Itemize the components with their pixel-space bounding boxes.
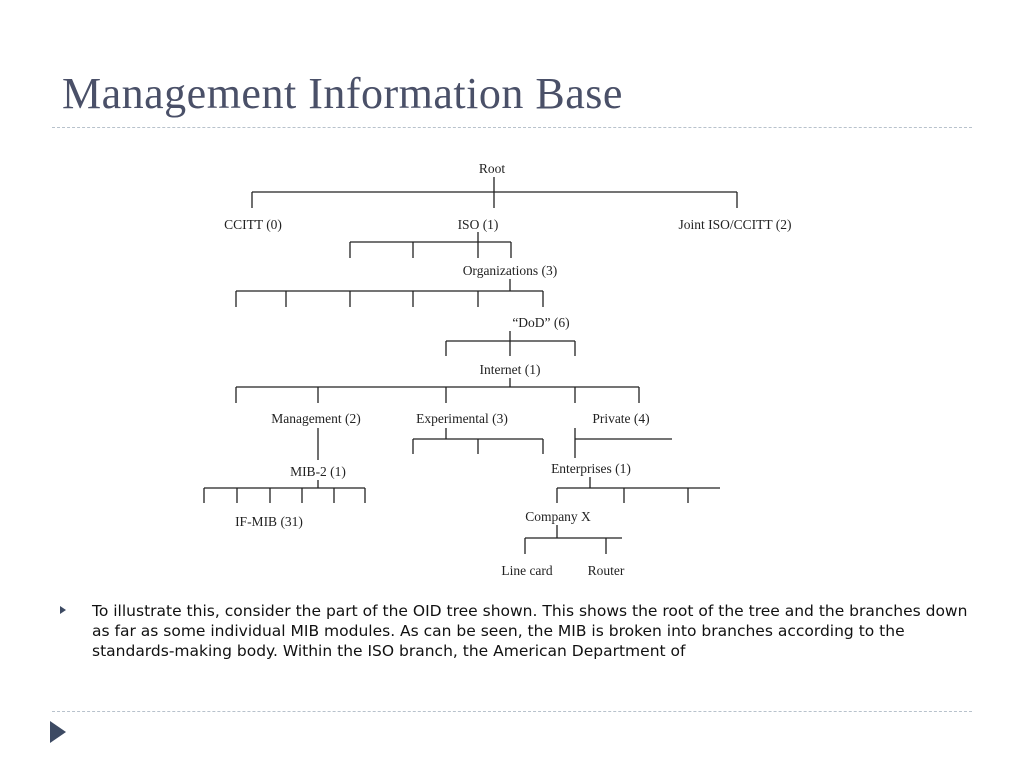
node-enterprises: Enterprises (1) [551, 461, 631, 476]
connector-private [575, 428, 672, 458]
node-joint: Joint ISO/CCITT (2) [678, 217, 792, 232]
node-iso: ISO (1) [457, 217, 499, 232]
bullet-paragraph: To illustrate this, consider the part of the OID tree shown. This shows the root of the tree and the branches down as far as some individual MIB modules. As can be seen, the MIB is broken into branches according to the standards-making body. Within the ISO branch, the American Department of [92, 602, 968, 660]
node-companyx: Company X [525, 509, 591, 524]
node-organizations: Organizations (3) [462, 263, 558, 278]
connector-internet [236, 378, 639, 403]
node-ifmib: IF-MIB (31) [235, 514, 303, 529]
node-root: Root [478, 161, 506, 176]
node-internet: Internet (1) [479, 362, 541, 377]
slide-title: Management Information Base [62, 69, 623, 118]
node-ccitt: CCITT (0) [224, 217, 282, 232]
connector-dod [446, 331, 575, 356]
node-router: Router [587, 563, 625, 578]
connector-mib2 [204, 480, 365, 503]
connector-enterprises [557, 477, 720, 503]
node-experimental: Experimental (3) [416, 411, 508, 426]
connector-experimental [413, 428, 543, 454]
tree-connectors [204, 177, 737, 554]
connector-companyx [525, 525, 622, 554]
play-triangle-icon[interactable] [50, 721, 66, 743]
node-dod: “DoD” (6) [512, 315, 570, 330]
connector-organizations [236, 279, 543, 307]
connector-iso [350, 232, 511, 258]
node-private: Private (4) [592, 411, 650, 426]
triangle-bullet-icon [60, 606, 66, 614]
connector-root [252, 177, 737, 208]
node-mib2: MIB-2 (1) [290, 464, 346, 479]
node-linecard: Line card [501, 563, 553, 578]
footer-divider [52, 711, 972, 712]
node-management: Management (2) [271, 411, 361, 426]
